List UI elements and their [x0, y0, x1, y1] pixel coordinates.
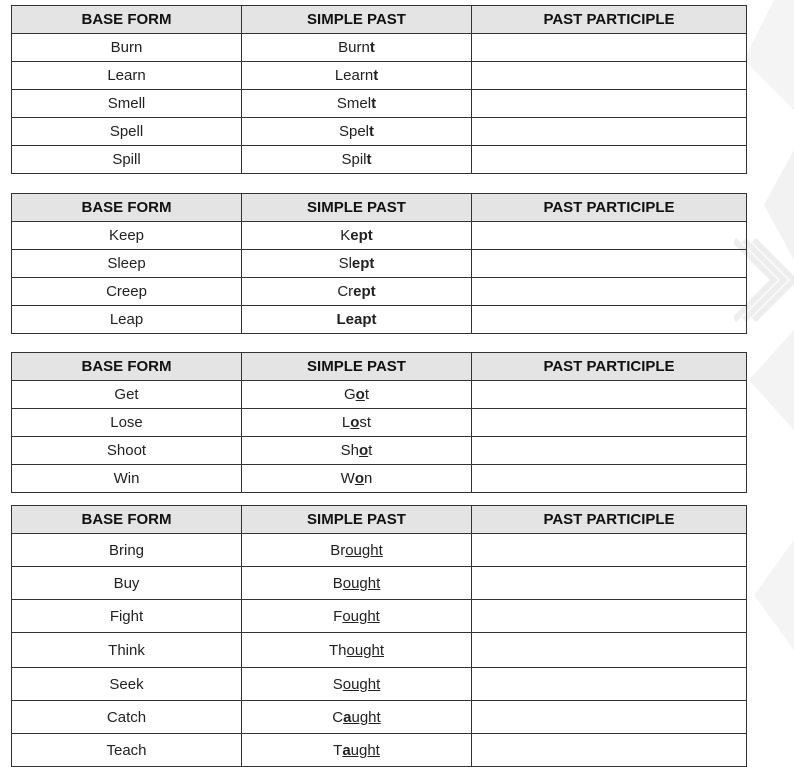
table-row — [12, 62, 747, 90]
table-row — [12, 250, 747, 278]
table-row — [12, 668, 747, 701]
table-row — [12, 437, 747, 465]
past-participle-cell[interactable] — [472, 600, 747, 633]
header-base-form: BASE FORM — [12, 506, 242, 534]
table-row — [12, 409, 747, 437]
table-row — [12, 633, 747, 668]
base-form-cell: Lose — [12, 409, 242, 437]
header-past-participle: PAST PARTICIPLE — [472, 194, 747, 222]
header-simple-past: SIMPLE PAST — [242, 506, 472, 534]
verb-table-3 — [11, 352, 747, 493]
base-form-cell: Leap — [12, 306, 242, 334]
simple-past-cell: Brought — [242, 534, 472, 567]
table-header-row — [12, 353, 747, 381]
table-row — [12, 567, 747, 600]
header-simple-past: SIMPLE PAST — [242, 194, 472, 222]
base-form-cell: Teach — [12, 734, 242, 767]
base-form-cell: Seek — [12, 668, 242, 701]
verb-table-1 — [11, 5, 747, 174]
header-base-form: BASE FORM — [12, 353, 242, 381]
simple-past-cell: Got — [242, 381, 472, 409]
base-form-cell: Spell — [12, 118, 242, 146]
past-participle-cell[interactable] — [472, 409, 747, 437]
base-form-cell: Burn — [12, 34, 242, 62]
base-form-cell: Spill — [12, 146, 242, 174]
base-form-cell: Get — [12, 381, 242, 409]
past-participle-cell[interactable] — [472, 146, 747, 174]
header-past-participle: PAST PARTICIPLE — [472, 506, 747, 534]
past-participle-cell[interactable] — [472, 633, 747, 668]
verb-table-2 — [11, 193, 747, 334]
base-form-cell: Smell — [12, 90, 242, 118]
table-row — [12, 222, 747, 250]
past-participle-cell[interactable] — [472, 701, 747, 734]
simple-past-cell: Lost — [242, 409, 472, 437]
base-form-cell: Learn — [12, 62, 242, 90]
table-row — [12, 600, 747, 633]
header-past-participle: PAST PARTICIPLE — [472, 353, 747, 381]
past-participle-cell[interactable] — [472, 62, 747, 90]
past-participle-cell[interactable] — [472, 34, 747, 62]
simple-past-cell: Sought — [242, 668, 472, 701]
simple-past-cell: Smelt — [242, 90, 472, 118]
simple-past-cell: Learnt — [242, 62, 472, 90]
base-form-cell: Bring — [12, 534, 242, 567]
base-form-cell: Shoot — [12, 437, 242, 465]
base-form-cell: Think — [12, 633, 242, 668]
simple-past-cell: Bought — [242, 567, 472, 600]
table-row — [12, 118, 747, 146]
header-base-form: BASE FORM — [12, 6, 242, 34]
table-row — [12, 701, 747, 734]
base-form-cell: Keep — [12, 222, 242, 250]
table-row — [12, 534, 747, 567]
past-participle-cell[interactable] — [472, 118, 747, 146]
simple-past-cell: Kept — [242, 222, 472, 250]
table-row — [12, 146, 747, 174]
simple-past-cell: Burnt — [242, 34, 472, 62]
table-row — [12, 90, 747, 118]
header-past-participle: PAST PARTICIPLE — [472, 6, 747, 34]
simple-past-cell: Slept — [242, 250, 472, 278]
table-row — [12, 306, 747, 334]
table-header-row — [12, 194, 747, 222]
header-simple-past: SIMPLE PAST — [242, 6, 472, 34]
simple-past-cell: Won — [242, 465, 472, 493]
simple-past-cell: Shot — [242, 437, 472, 465]
header-base-form: BASE FORM — [12, 194, 242, 222]
simple-past-cell: Caught — [242, 701, 472, 734]
base-form-cell: Fight — [12, 600, 242, 633]
simple-past-cell: Taught — [242, 734, 472, 767]
past-participle-cell[interactable] — [472, 567, 747, 600]
past-participle-cell[interactable] — [472, 534, 747, 567]
past-participle-cell[interactable] — [472, 381, 747, 409]
base-form-cell: Catch — [12, 701, 242, 734]
simple-past-cell: Spilt — [242, 146, 472, 174]
past-participle-cell[interactable] — [472, 250, 747, 278]
past-participle-cell[interactable] — [472, 668, 747, 701]
past-participle-cell[interactable] — [472, 437, 747, 465]
simple-past-cell: Crept — [242, 278, 472, 306]
verb-table-4 — [11, 505, 747, 767]
base-form-cell: Sleep — [12, 250, 242, 278]
past-participle-cell[interactable] — [472, 278, 747, 306]
simple-past-cell: Leapt — [242, 306, 472, 334]
table-header-row — [12, 506, 747, 534]
past-participle-cell[interactable] — [472, 90, 747, 118]
table-row — [12, 465, 747, 493]
simple-past-cell: Spelt — [242, 118, 472, 146]
past-participle-cell[interactable] — [472, 222, 747, 250]
base-form-cell: Win — [12, 465, 242, 493]
table-row — [12, 734, 747, 767]
header-simple-past: SIMPLE PAST — [242, 353, 472, 381]
table-row — [12, 278, 747, 306]
base-form-cell: Buy — [12, 567, 242, 600]
past-participle-cell[interactable] — [472, 306, 747, 334]
past-participle-cell[interactable] — [472, 734, 747, 767]
past-participle-cell[interactable] — [472, 465, 747, 493]
table-row — [12, 34, 747, 62]
simple-past-cell: Thought — [242, 633, 472, 668]
base-form-cell: Creep — [12, 278, 242, 306]
table-header-row — [12, 6, 747, 34]
table-row — [12, 381, 747, 409]
simple-past-cell: Fought — [242, 600, 472, 633]
